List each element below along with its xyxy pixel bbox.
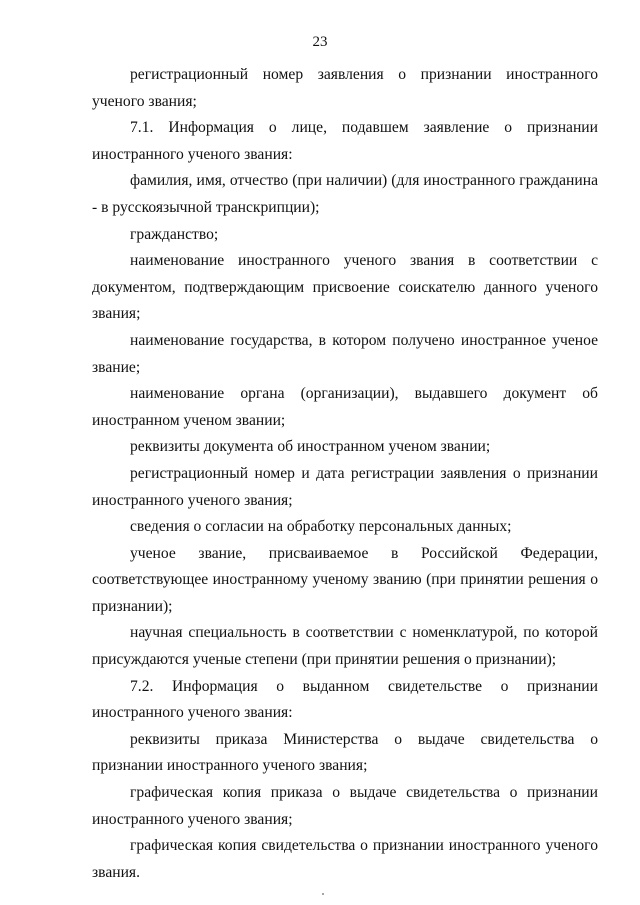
scan-speck (322, 893, 324, 895)
paragraph-russian-title: ученое звание, присваиваемое в Российской Федерации, соответствующее иностранному ученому званию (при принятии решения о признании); (92, 544, 598, 615)
paragraph-section-7-2-heading: 7.2. Информация о выданном свидетельстве о признании иностранного ученого звания: (92, 677, 598, 722)
paragraph-registration-number: регистрационный номер заявления о признании иностранного ученого звания; (92, 66, 598, 110)
paragraph-order-details: реквизиты приказа Министерства о выдаче свидетельства о признании иностранного ученого звания; (92, 730, 598, 775)
paragraph-order-copy: графическая копия приказа о выдаче свидетельства о признании иностранного ученого звания; (92, 784, 598, 828)
paragraph-specialty: научная специальность в соответствии с номенклатурой, по которой присуждаются ученые степени (при принятии решения о признании); (92, 624, 598, 669)
page-number: 23 (312, 34, 328, 50)
paragraph-citizenship: гражданство; (130, 225, 219, 243)
paragraph-title-name: наименование иностранного ученого звания в соответствии с документом, подтверждающим присвоение соискателю данного ученого звания; (92, 252, 598, 323)
document-body (92, 62, 598, 886)
paragraph-section-7-1-heading: 7.1. Информация о лице, подавшем заявление о признании иностранного ученого звания: (92, 119, 598, 163)
paragraph-certificate-copy: графическая копия свидетельства о признании иностранного ученого звания. (92, 837, 598, 881)
paragraph-full-name: фамилия, имя, отчество (при наличии) (для иностранного гражданина - в русскоязычной транскрипции); (92, 172, 598, 216)
paragraph-consent: сведения о согласии на обработку персональных данных; (130, 518, 512, 536)
paragraph-document-details: реквизиты документа об иностранном ученом звании; (130, 438, 491, 456)
paragraph-issuing-body: наименование органа (организации), выдавшего документ об иностранном ученом звании; (92, 385, 598, 429)
paragraph-registration-date: регистрационный номер и дата регистрации заявления о признании иностранного ученого звания; (92, 464, 598, 509)
paragraph-state-name: наименование государства, в котором получено иностранное ученое звание; (92, 331, 598, 376)
